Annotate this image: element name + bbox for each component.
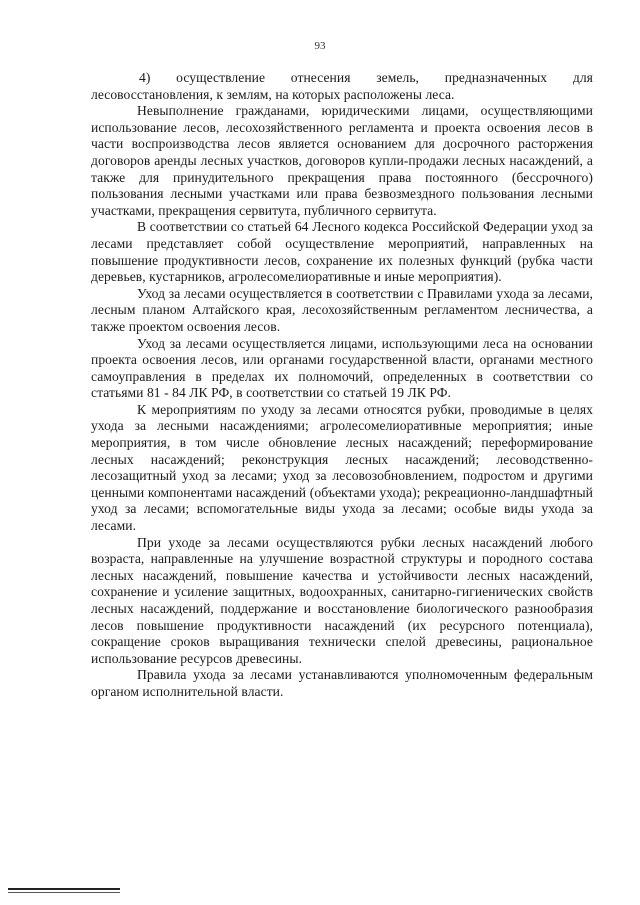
paragraph-felling: При уходе за лесами осуществляются рубки лесных насаждений любого возраста, направленные на улучшение возрастной структуры и породного состава лесных насаждений, повышение качества и устойчивости лесных насаждений, сохранение и усиление защитных, водоохранных, санитарно-гигиенических свойств лесных насаждений, поддержание и восстановление биологического разнообразия лесов повышение продуктивности насаждений (их ресурсного потенциала), сокращение сроков выращивания технически спелой древесины, рациональное использование ресурсов древесины.: [91, 534, 593, 666]
document-body: [91, 70, 593, 701]
paragraph-item-4: 4) осуществление отнесения земель, предназначенных для лесовосстановления, к землям, на которых расположены леса.: [91, 70, 593, 102]
paragraph-rules-authority: Правила ухода за лесами устанавливаются уполномоченным федеральным органом исполнительной власти.: [91, 667, 593, 699]
paragraph-article-64: В соответствии со статьей 64 Лесного кодекса Российской Федерации уход за лесами представляет собой осуществление мероприятий, направленных на повышение продуктивности лесов, сохранение их полезных функций (рубка части деревьев, кустарников, агролесомелиоративные и иные мероприятия).: [91, 219, 593, 285]
page-number: 93: [314, 40, 326, 52]
paragraph-care-rules: Уход за лесами осуществляется в соответствии с Правилами ухода за лесами, лесным планом Алтайского края, лесохозяйственным регламентом лесничества, а также проектом освоения лесов.: [91, 285, 593, 334]
paragraph-noncompliance: Невыполнение гражданами, юридическими лицами, осуществляющими использование лесов, лесохозяйственного регламента и проекта освоения лесов в части воспроизводства лесов является основанием для досрочного расторжения договоров аренды лесных участков, договоров купли-продажи лесных насаждений, а также для принудительного прекращения права постоянного (бессрочного) пользования лесными участками или права безвозмездного пользования лесными участками, прекращения сервитута, публичного сервитута.: [91, 103, 593, 218]
paragraph-care-performers: Уход за лесами осуществляется лицами, использующими леса на основании проекта освоения лесов, или органами государственной власти, органами местного самоуправления в пределах их полномочий, определенных в соответствии со статьями 81 - 84 ЛК РФ, в соответствии со статьей 19 ЛК РФ.: [91, 335, 593, 401]
paragraph-care-measures: К мероприятиям по уходу за лесами относятся рубки, проводимые в целях ухода за лесными насаждениями; агролесомелиоративные мероприятия; иные мероприятия, в том числе обновление лесных насаждений; переформирование лесных насаждений; реконструкция лесных насаждений; лесоводственно-лесозащитный уход за лесами; уход за лесовозобновлением, подростом и другими ценными компонентами насаждений (объектами ухода); рекреационно-ландшафтный уход за лесами; вспомогательные виды ухода за лесами; особые виды ухода за лесами.: [91, 401, 593, 534]
footer-rule-thin: [8, 892, 120, 893]
footer-rule: [8, 888, 120, 890]
